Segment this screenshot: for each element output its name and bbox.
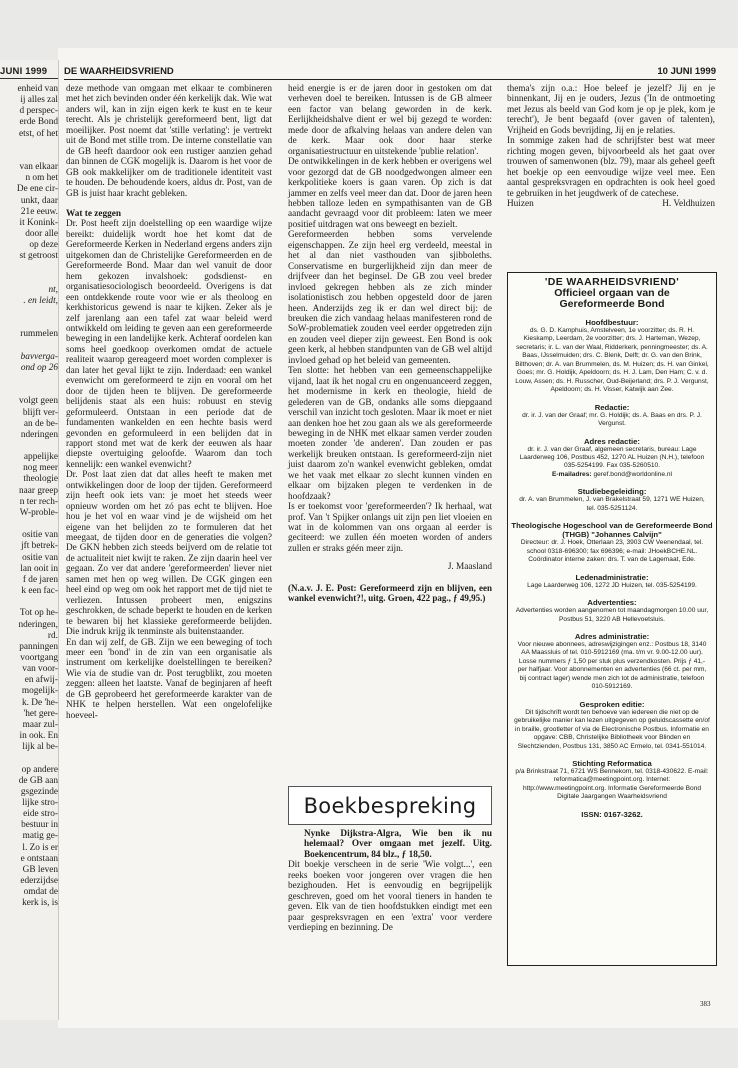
previous-page-line: ositie van: [22, 552, 58, 563]
previous-page-line: etst, of het: [19, 128, 58, 139]
previous-page-line: . en leidt,: [23, 295, 58, 306]
administration-heading: Adres administratie:: [574, 631, 650, 641]
paragraph: Gereformeerden hebben soms vervelende eigenschappen. Ze zijn heel erg verdeeld, meestal in het al dan niet vasthouden van sjibboleths. Conservatisme en burgerlijkheid zijn dan meer de drijfveer dan het beginsel. De GB zou veel breder invloed gekregen hebben als ze zich minder isolationistisch zou hebben opgesteld door de jaren heen. Anderzijds zeg ik er dan wel direct bij: de breuken die zich vandaag helaas manifesteren rond de SoW-problematiek zouden veel eerder opgetreden zijn en zouden veel dieper zijn geweest. Een Bond is ook geen kerk, al hebben standpunten van de GB wel altijd invloed gehad op het beleid van gemeenten.: [288, 230, 492, 366]
study-heading: Studiebegeleiding:: [577, 487, 647, 497]
administration-text: Voor nieuwe abonnees, adreswijzigingen enz.: Postbus 18, 3140 AA Maassluis of tel. 010-5912169 (ma. t/m vr. 9.00-12.00 uur). Losse nummers ƒ 1,50 per stuk plus verzendkosten. Prijs ƒ 41,- per halfjaar. Voor abonnementen en advertenties (66 ct. per mm, bij contract lager) wende men zich tot de administratie, telefoon 010-5912169.: [517, 640, 707, 691]
previous-page-line: panningen: [19, 641, 58, 652]
previous-page-line: l. Zo is er: [22, 842, 58, 853]
previous-page-line: [0, 307, 58, 318]
previous-page-line: jft betrek-: [21, 541, 58, 552]
previous-page-line: [0, 753, 58, 764]
previous-page-line: lan ooit in: [20, 563, 58, 574]
previous-page-line: an de be-: [23, 418, 58, 429]
previous-page-line: in ook. En: [19, 731, 58, 742]
previous-page-line: maar zul-: [22, 719, 58, 730]
previous-page-line: op andere: [21, 764, 58, 775]
reviewer-line: [507, 199, 715, 209]
previous-page-line: ond op 26: [20, 362, 58, 373]
reformatica-heading: Stichting Reformatica: [572, 758, 652, 768]
previous-page-line: GB leven: [22, 864, 58, 875]
editorial-address-text: dr. ir. J. van der Graaf, algemeen secretaris, bureau: Lage Laarderweg 106, Postbus 452, 1270 AL Huizen (N.H.), telefoon 035-5254199. Fax 035-5260510.: [519, 445, 705, 470]
previous-page-line: st getroost: [19, 251, 58, 262]
previous-page-line: unkt, daar: [20, 195, 58, 206]
colophon-box: [507, 272, 717, 966]
email-label: E-mailadres:: [552, 470, 592, 478]
section-heading: Wat te zeggen: [66, 208, 121, 219]
membership-text: Lage Laarderweg 106, 1272 JD Huizen, tel. 035-5254199.: [527, 581, 697, 589]
previous-page-line: blijft ver-: [22, 407, 58, 418]
previous-page-line: k een fac-: [21, 586, 58, 597]
previous-page-line: op deze: [29, 240, 58, 251]
membership-heading: Ledenadministratie:: [575, 572, 649, 582]
author-signature: J. Maasland: [447, 562, 492, 573]
editorial-heading: Redactie:: [594, 402, 630, 412]
previous-page-line: ederzijdse: [20, 876, 58, 887]
paragraph: Is er toekomst voor 'gereformeerden'? Ik herhaal, wat prof. Van 't Spijker onlangs uit zijn pen liet vloeien en wat in de kolommen van ons orgaan al eerder is geciteerd: we zullen één moeten worden of anders zullen er straks géén meer zijn.: [288, 502, 492, 554]
previous-page-line: enheid van: [17, 84, 58, 94]
previous-page-line: [0, 341, 58, 352]
previous-page-line: de GB aan: [18, 775, 58, 786]
paragraph: Dr. Post laat zien dat dat alles heeft te maken met ontwikkelingen door de loop der tijden. Gereformeerd zijn heeft ook iets van: je moet het steeds weer opnieuw worden om het zó pas echt te blijven. Hoe hou je het vol en waar vind je de wijsheid om het eigene van het belijden zo te formuleren dat het meegaat, de tijden door en de generaties die volgen? De GKN hebben zich steeds beijverd om de relatie tot de actualiteit niet kwijt te raken. Ze zijn daarin heel ver gegaan. Zo ver dat andere 'gereformeerden' liever niet samen met hen op weg willen. De CGK gingen een heel eind op weg om ook het rapport met de tijd niet te verliezen. Intussen probeert men, enigszins geschrokken, de schade beperkt te houden en de kerken te bewaren bij het klassieke gereformeerde belijden. Die indruk krijg ik tenminste als buitenstaander.: [66, 470, 272, 638]
previous-page-line: theologie: [23, 474, 58, 485]
advertising-text: Advertenties worden aangenomen tot maandagmorgen 10.00 uur, Postbus 51, 3220 AB Hellevoetsluis.: [515, 607, 709, 623]
seminary-heading: Theologische Hogeschool van de Gereformeerde Bond (THGB) "Johannes Calvijn": [511, 521, 713, 540]
previous-page-line: [0, 318, 58, 329]
spoken-edition-heading: Gesproken editie:: [579, 699, 645, 709]
column-3: [507, 84, 715, 209]
study-text: dr. A. van Brummelen, J. van Brakelstraat 59, 1271 WE Huizen, tel. 035-5251124.: [519, 496, 705, 512]
previous-page-line: van voor-: [22, 664, 58, 675]
board-text: ds. G. D. Kamphuis, Amstelveen, 1e voorzitter; ds. R. H. Kieskamp, Leerdam, 2e voorzitter; drs. J. Harteman, Wezep, secretaris; ir. L. van der Waal, Ridderkerk, penningmeester; ds. A. Baas, IJsselmuiden; drs. C. Blenk, Delft; dr. G. van den Brink, Bilthoven; dr. A. van Brummelen, ds. M. Huizen; ds. H. van Ginkel, Goes; mr. G. Holdijk, Apeldoorn; ds. H. J. Lam, Den Ham; C. v. d. Louw, Assen; ds. H. Russcher, Oud-Beijerland; drs. P. J. Vergunst, Apeldoorn; ds. H. Visser, Katwijk aan Zee.: [515, 327, 709, 394]
previous-page-line: bestuur in: [21, 820, 58, 831]
previous-page-line: De ene cir-: [16, 184, 58, 195]
previous-page-line: eide stro-: [23, 809, 58, 820]
editorial-text: dr. ir. J. van der Graaf; mr. G. Holdijk; ds. A. Baas en drs. P. J. Vergunst.: [522, 411, 702, 428]
previous-page-line: gsgezinde: [20, 786, 58, 797]
previous-page-line: lijke stro-: [22, 798, 58, 808]
previous-page-line: omdat de: [23, 887, 58, 898]
email-link[interactable]: geref.bond@worldonline.nl: [593, 470, 672, 478]
reformatica-text: p/a Brinkstraat 71, 6721 WS Bennekom, tel. 0318-430622. E-mail: reformatica@meetingpoint.org. Internet: http://www.meetingpoint.org. Informatie Gereformeerde Bond Digitale Jaargangen Waarheidsvriend: [515, 767, 709, 801]
previous-page-line: kerk is, is: [22, 898, 58, 909]
reviewer-place: Huizen: [507, 198, 534, 209]
previous-page-line: naar greep: [19, 485, 58, 496]
column-1: [66, 84, 272, 721]
paragraph: De ontwikkelingen in de kerk hebben er overigens wel voor gezorgd dat de GB noodgedwongen almeer een kerkpolitieke koers is gaan varen. Op zich is dat jammer en zelfs veel meer dan dat. Door de jaren heen hebben talloze leden en sympathisanten van de GB aandacht gevraagd voor dit probleem: laten we meer positief uitdragen wat ons beweegt en bezielt.: [288, 157, 492, 230]
previous-page-line: ositie van: [22, 530, 58, 541]
issn: ISSN: 0167-3262.: [581, 809, 643, 819]
previous-page-line: it Konink-: [19, 217, 58, 228]
previous-page-line: f de jaren: [22, 574, 58, 585]
previous-page-rule: [0, 78, 58, 79]
previous-page-line: appelijke: [23, 452, 58, 463]
previous-page-line: nderingen: [20, 429, 58, 440]
editorial-address-heading: Adres redactie:: [584, 436, 640, 446]
book-reference-note: (N.a.v. J. E. Post: Gereformeerd zijn en blijven, een wankel evenwicht?!, uitg. Groen, 422 pag., ƒ 49,95.): [288, 582, 492, 604]
previous-page-line: mogelijk-: [21, 686, 58, 697]
previous-page-line: door alle: [25, 229, 58, 240]
previous-page-header: JUNI 1999: [0, 66, 48, 77]
issue-date: 10 JUNI 1999: [657, 66, 716, 77]
paragraph: In sommige zaken had de schrijfster best wat meer richting mogen geven, bijvoorbeeld als het gaat over trouwen of samenwonen (blz. 79), maar als geheel geeft het boekje op een eenvoudige wijze veel mee. Een aantal gespreksvragen en opdrachten is ook heel goed te gebruiken in het jeugdwerk of de catechese.: [507, 136, 715, 199]
paragraph: thema's zijn o.a.: Hoe beleef je jezelf? Jij en je binnenkant, Jij en je ouders, Jezus ('In de ontmoeting met Jezus als beeld van God kom je op je plek, kom je terecht'), Je bent begaafd (over gaven of talenten), Vrijheid en Gods bevrijding, Jij en je relaties.: [507, 84, 715, 136]
previous-page-line: nderingen,: [18, 619, 58, 630]
previous-page-line: 'het gere-: [23, 708, 58, 719]
colophon-subtitle-1: Officieel orgaan van de: [554, 287, 670, 299]
previous-page-line: [0, 263, 58, 274]
header-rule: [64, 79, 716, 80]
previous-page-line: [0, 151, 58, 162]
previous-page-line: n ter rech-: [19, 496, 58, 507]
previous-page-line: d perspec-: [19, 106, 58, 117]
previous-page-line: volgt geen: [19, 396, 58, 407]
previous-page-line: en afwij-: [24, 675, 58, 686]
page-number: 383: [700, 1000, 711, 1008]
spoken-edition-text: Dit tijdschrift wordt ten behoeve van iedereen die niet op de gebruikelijke manier kan lezen uitgegeven op geluidscassette en/of in braille, grootletter of via de Electronische Postbus. Informatie en opgave: CBB, Christelijke Bibliotheek voor Blinden en Slechtzienden, Postbus 131, 3850 AC Ermelo, tel. 0341-551014.: [514, 708, 710, 750]
previous-page-line: [0, 140, 58, 151]
previous-page-line: ij alles zal: [20, 95, 58, 106]
previous-page-line: [0, 385, 58, 396]
paragraph: Dr. Post heeft zijn doelstelling op een waardige wijze bereikt: duidelijk wordt hoe het komt dat de Gereformeerde Kerken in Nederland ergens anders zijn uitgekomen dan de Christelijke Gereformeerden en de Gereformeerde Bond. Maar dan wel vanuit de door hem gekozen invalshoek: godsdienst- en organisatiesociologisch beoordeeld. Overigens is dat een ontdekkende route voor wie er als theoloog en kerkhistoricus gewend is naar te kijken. Zeker als je zelf jarenlang aan een tafel zat waar beleid werd ontwikkeld om leiding te geven aan een gereformeerde beweging in een landelijke kerk. Achteraf oordelen kan soms heel goedkoop overkomen omdat de actuele realiteit waarop gereageerd moet worden complexer is dan later het geval lijkt te zijn. Inderdaad: een wankel evenwicht om gereformeerd te zijn en vooral om het door de tijden heen te blijven. De gereformeerde belijdenis staat als een huis: robuust en stevig geformuleerd. Ontstaan in een periode dat de fundamenten wankelden en een hechte basis werd gevonden en geformuleerd in een belijden dat in rapport stond met wat de kerk der eeuwen als haar diepste overtuiging geloofde. Waarom dan toch kennelijk: een wankel evenwicht?: [66, 219, 272, 470]
colophon-subtitle-2: Gereformeerde Bond: [559, 298, 665, 310]
running-header: [64, 66, 716, 77]
email-line: [508, 471, 716, 479]
paragraph: Ten slotte: het hebben van een gemeenschappelijke vijand, laat ik het nogal cru en ongenuanceerd zeggen, het modernisme in kerk en theologie, hield de gelederen van de GB, ondanks alle soms diepgaand verschil van inzicht toch gesloten. Maar ik moet er niet aan denken hoe het zou gaan als we als gereformeerde beweging in de NHK met elkaar samen verder zouden moeten zonder 'de anderen'. Dan zouden er pas werkelijk breuken ontstaan. Is gereformeerd-zijn niet juist daarom zo'n wankel evenwicht gebleken, omdat we het vaak met elkaar zo slecht kunnen vinden en elkaar om bijzaken plegen te verdenken in de hoofdzaak?: [288, 366, 492, 502]
column-2: [288, 84, 492, 603]
magazine-title: DE WAARHEIDSVRIEND: [64, 66, 174, 77]
paragraph: heid energie is er de jaren door in gestoken om dat verheven doel te bereiken. Intussen is de GB almeer een factor van belang geworden in de kerk. Eerlijkheidshalve dient er wel bij gezegd te worden: mede door de afkalving helaas van andere delen van de kerk. Maar ook door haar sterke organisatiestructuur en uitstekende 'publie relation'.: [288, 84, 492, 157]
previous-page-line: van elkaar: [19, 162, 58, 173]
previous-page-line: e ontstaan: [20, 853, 58, 864]
previous-page-line: [0, 441, 58, 452]
seminary-text: Directeur: dr. J. Hoek, Otterlaan 23, 3903 CW Veenendaal, tel. school 0318-696300; fax 696396; e-mail: JHoekBCHE.NL. Coördinator interne zaken: drs. T. van de Lagemaat, Ede.: [520, 539, 704, 564]
previous-page-line: lijk al be-: [22, 742, 58, 753]
previous-page-line: k. De 'he-: [21, 697, 58, 708]
previous-page-line: erde Bond: [19, 117, 58, 128]
previous-page-line: [0, 519, 58, 530]
reviewer-name: H. Veldhuizen: [662, 198, 715, 209]
board-heading: Hoofdbestuur:: [585, 318, 639, 327]
previous-page-line: 21e eeuw.: [20, 206, 58, 217]
previous-page-line: rd.: [47, 630, 58, 641]
paragraph: deze methode van omgaan met elkaar te combineren met het zich bevinden onder één kerkelijk dak. Wie wat anders wil, kan in zijn eigen kerk te kust en te keur terecht. Als je christelijk gereformeerd bent, ligt dat moeilijker. Post noemt dat 'stille verlating': je vertrekt uit de Bond met stille trom. De interne constellatie van de GB heeft daardoor ook een rustiger aanzien gehad dan binnen de CGK mogelijk is. Daarom is het voor de GB ook makkelijker om de traditionele identiteit vast te houden. De behoudende koers, aldus dr. Post, van de GB is juist haar kracht gebleken.: [66, 84, 272, 199]
previous-page-text: [0, 84, 58, 910]
paragraph: En dan wij zelf, de GB. Zijn we een beweging of toch meer een 'bond' in de zin van een organisatie als instrument om kerkelijke doelstellingen te bereiken? Wie via de studie van dr. Post terugblikt, zou moeten zeggen: alleen het laatste. Vanaf de beginjaren af heeft de GB geprobeerd het gereformeerde karakter van de NHK te helpen herstellen. Wat een ongelofelijke hoeveel-: [66, 637, 272, 721]
advertising-heading: Advertenties:: [587, 598, 637, 608]
previous-page-line: W-proble-: [19, 507, 58, 518]
previous-page-line: n om het: [25, 173, 58, 184]
previous-page-line: rummelen: [20, 329, 58, 340]
previous-page-line: [0, 374, 58, 385]
book-review: [288, 829, 492, 934]
previous-page-line: matig ge-: [22, 831, 58, 842]
previous-page-line: [0, 597, 58, 608]
previous-page-line: [0, 274, 58, 285]
paragraph: Dit boekje verscheen in de serie 'Wie volgt...', een reeks boeken voor jongeren over vragen die hen bezighouden. Het is eenvoudig en begrijpelijk geschreven, goed om het vooral tieners in handen te geven. Elk van de tien hoofdstukken eindigt met een paar gespreksvragen en een 'extra' voor verdere verdieping en bezinning. De: [288, 860, 492, 934]
colophon-title: 'DE WAARHEIDSVRIEND': [544, 276, 680, 288]
book-review-banner: Boekbespreking: [288, 786, 492, 825]
previous-page-line: nog meer: [23, 463, 58, 474]
book-review-heading: Nynke Dijkstra-Algra, Wie ben ik nu helemaal? Over omgaan met jezelf. Uitg. Boekencentrum, 84 blz., ƒ 18,50.: [304, 829, 492, 860]
previous-page-line: bavverga-: [20, 351, 58, 362]
previous-page-line: Tot op he-: [19, 608, 58, 619]
previous-page-line: voortgang: [20, 652, 58, 663]
previous-page-line: nt,: [48, 284, 58, 295]
